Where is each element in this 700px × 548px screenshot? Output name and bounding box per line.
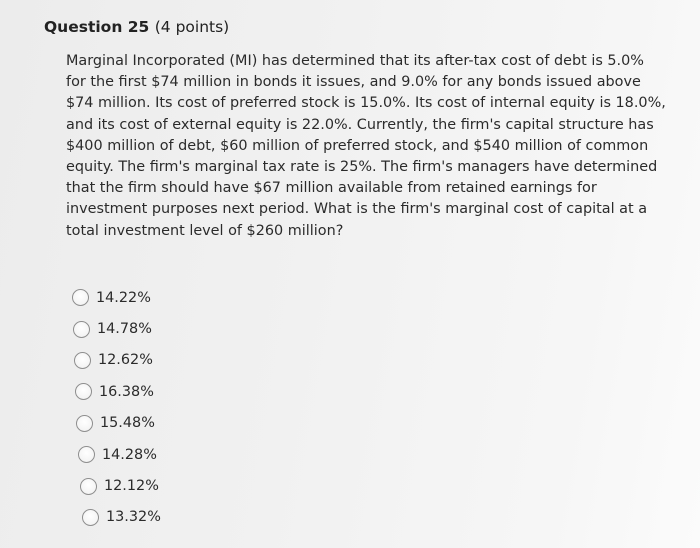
radio-button-icon[interactable] (76, 415, 93, 432)
answer-option[interactable] (80, 470, 161, 501)
question-points: (4 points) (154, 18, 230, 36)
answer-option-label: 13.32% (106, 509, 161, 526)
radio-button-icon[interactable] (82, 509, 99, 526)
answer-option[interactable] (72, 282, 161, 313)
answer-option-label: 14.28% (102, 446, 157, 463)
answer-option[interactable] (75, 376, 161, 407)
answer-option[interactable] (82, 502, 161, 533)
radio-button-icon[interactable] (75, 383, 92, 400)
answer-option-label: 12.62% (98, 352, 153, 369)
answer-option-label: 14.22% (96, 289, 151, 306)
answer-option-label: 15.48% (100, 415, 155, 432)
answer-option[interactable] (76, 408, 161, 439)
answer-option-label: 14.78% (97, 321, 152, 338)
radio-button-icon[interactable] (78, 446, 95, 463)
radio-button-icon[interactable] (74, 352, 91, 369)
radio-button-icon[interactable] (80, 478, 97, 495)
answer-option-label: 16.38% (99, 383, 154, 400)
answer-option[interactable] (78, 439, 161, 470)
question-number: Question 25 (44, 18, 150, 36)
radio-button-icon[interactable] (73, 321, 90, 338)
question-title (44, 18, 229, 36)
radio-button-icon[interactable] (72, 289, 89, 306)
answer-option-label: 12.12% (104, 478, 159, 495)
question-text: Marginal Incorporated (MI) has determined that its after-tax cost of debt is 5.0% for the first $74 million in bonds it issues, and 9.0% for any bonds issued above $74 million. Its cost of preferred stock is 15.0%. Its cost of internal equity is 18.0%, and its cost of external equity is 22.0%. Currently, the firm's capital structure has $400 million of debt, $60 million of preferred stock, and $540 million of common equity. The firm's marginal tax rate is 25%. The firm's managers have determined that the firm should have $67 million available from retained earnings for investment purposes next period. What is the firm's marginal cost of capital at a total investment level of $260 million? (66, 53, 666, 239)
answer-option[interactable] (74, 345, 161, 376)
answer-options (72, 282, 161, 533)
answer-option[interactable] (73, 313, 161, 344)
